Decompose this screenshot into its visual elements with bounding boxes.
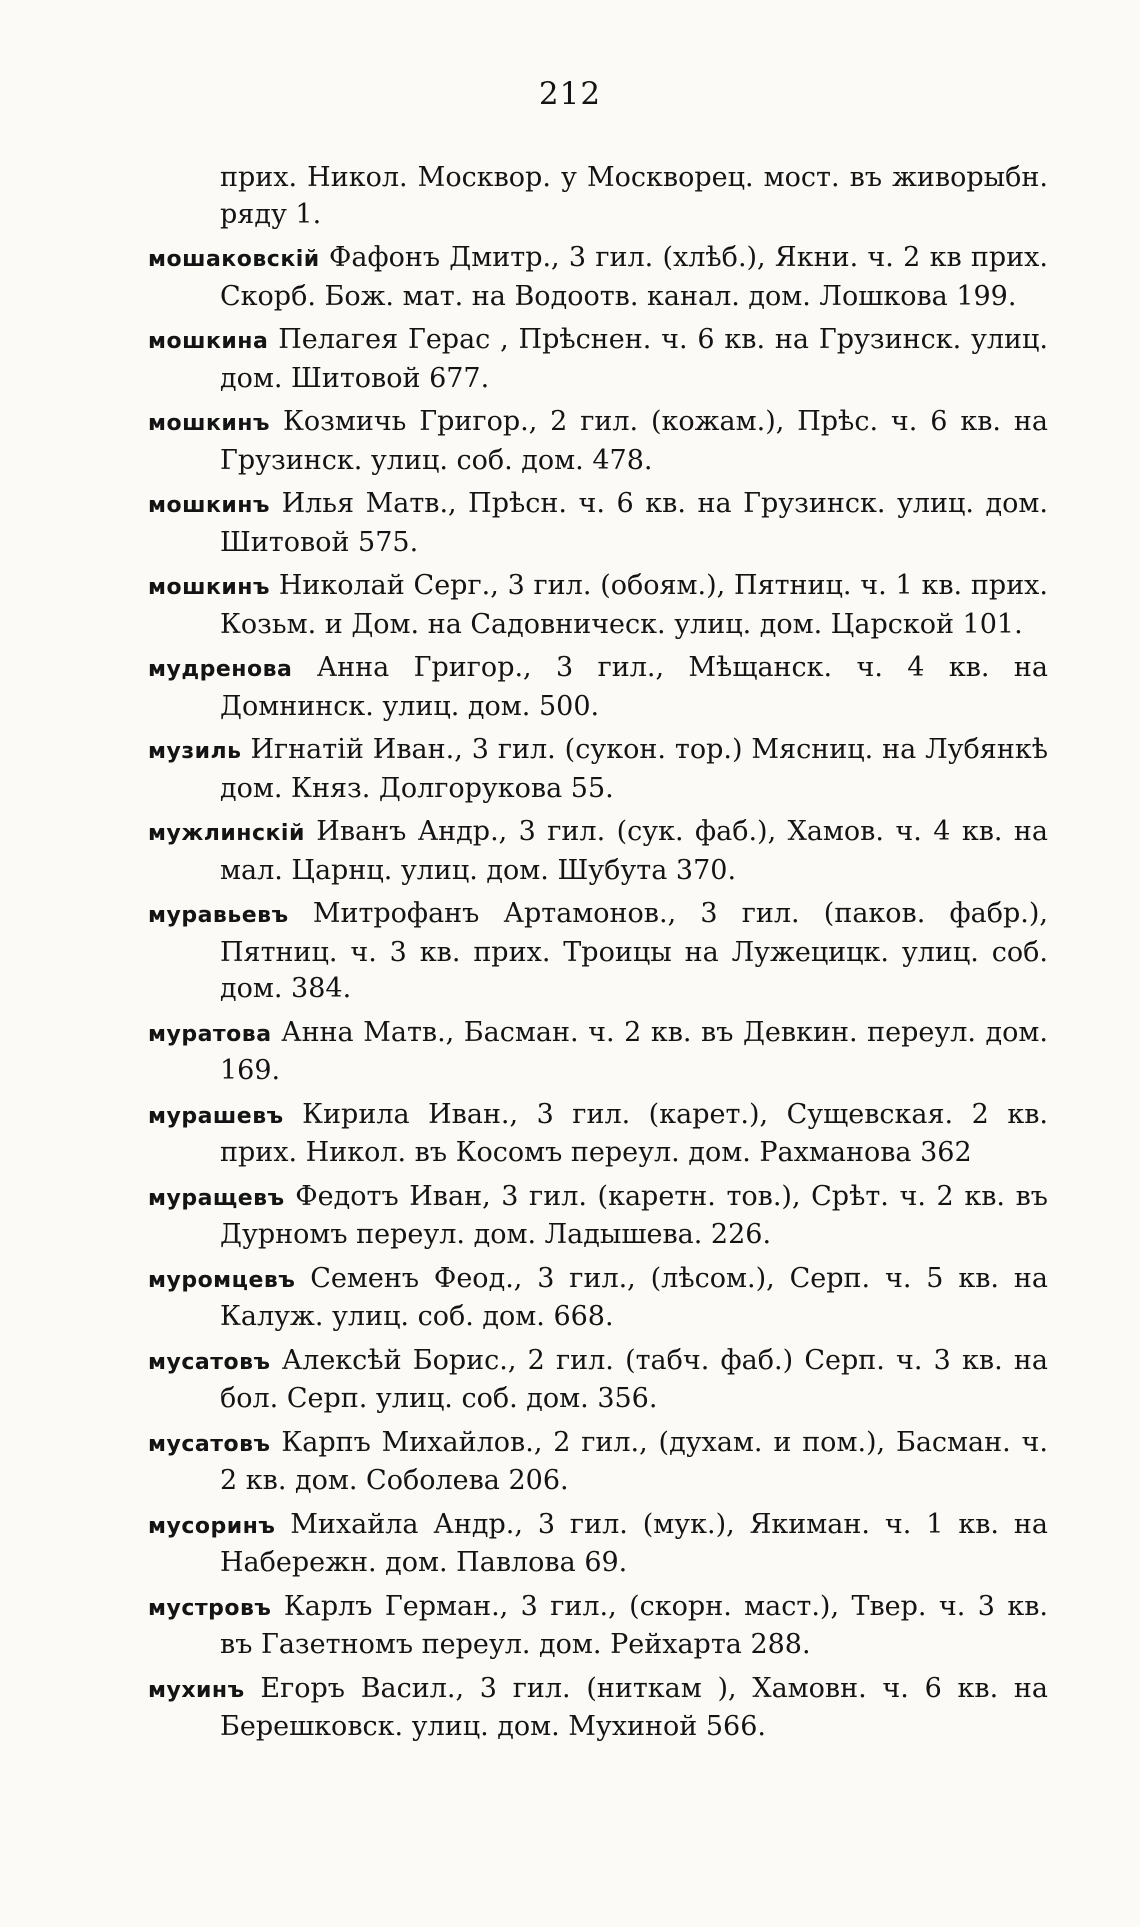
entry-text: Илья Матв., Прѣсн. ч. 6 кв. на Грузинск. улиц. дом. Шитовой 575. <box>220 488 1048 558</box>
entry-text: Карлъ Герман., 3 гил., (скорн. маст.), Твер. ч. 3 кв. въ Газетномъ переул. дом. Рейхарта 288. <box>220 1590 1048 1660</box>
entry-surname: муромцевъ <box>148 1267 296 1293</box>
entry-text: Алексѣй Борис., 2 гил. (табч. фаб.) Серп. ч. 3 кв. на бол. Серп. улиц. соб. дом. 356. <box>220 1344 1048 1414</box>
entry-text: Егоръ Васил., 3 гил. (ниткам ), Хамовн. ч. 6 кв. на Берешковск. улиц. дом. Мухиной 566. <box>220 1672 1048 1742</box>
entry-surname: мошкинъ <box>148 411 271 436</box>
entry-surname: мусатовъ <box>148 1431 271 1457</box>
directory-entry <box>148 568 1048 643</box>
page-number: 212 <box>538 76 602 112</box>
directory-entry <box>148 1589 1048 1664</box>
directory-entry <box>148 650 1048 725</box>
directory-entries <box>148 160 1048 1753</box>
entry-surname: мошкинъ <box>148 575 271 600</box>
entry-text: Кирила Иван., 3 гил. (карет.), Сущевская. 2 кв. прих. Никол. въ Косомъ переул. дом. Рахманова 362 <box>220 1098 1048 1168</box>
entry-surname: мурашевъ <box>148 1103 284 1129</box>
entry-text: Игнатій Иван., 3 гил. (сукон. тор.) Мясниц. на Лубянкѣ дом. Княз. Долгорукова 55. <box>220 734 1048 804</box>
entry-surname: мошкинъ <box>148 493 271 518</box>
entry-surname: мухинъ <box>148 1677 245 1703</box>
directory-entry <box>148 486 1048 561</box>
entry-text: Митрофанъ Артамонов., 3 гил. (паков. фабр.), Пятниц. ч. 3 кв. прих. Троицы на Лужецицк. улиц. соб. дом. 384. <box>220 898 1048 1004</box>
directory-entry <box>148 814 1048 889</box>
entry-text: прих. Никол. Москвор. у Москворец. мост. въ живорыбн. ряду 1. <box>220 162 1048 230</box>
directory-entry <box>148 1015 1048 1090</box>
entry-text: Семенъ Феод., 3 гил., (лѣсом.), Серп. ч. 5 кв. на Калуж. улиц. соб. дом. 668. <box>220 1262 1048 1332</box>
entry-surname: мужлинскій <box>148 821 305 846</box>
directory-entry <box>148 896 1048 1008</box>
entry-text: Федотъ Иван, 3 гил. (каретн. тов.), Срѣт. ч. 2 кв. въ Дурномъ переул. дом. Ладышева. 226. <box>220 1180 1048 1250</box>
directory-entry <box>148 160 1048 233</box>
entry-surname: мошаковскій <box>148 247 320 272</box>
entry-text: Козмичь Григор., 2 гил. (кожам.), Прѣс. ч. 6 кв. на Грузинск. улиц. соб. дом. 478. <box>220 406 1048 476</box>
directory-entry <box>148 404 1048 479</box>
directory-entry <box>148 322 1048 397</box>
directory-entry <box>148 240 1048 315</box>
entry-text: Михайла Андр., 3 гил. (мук.), Якиман. ч. 1 кв. на Набережн. дом. Павлова 69. <box>220 1508 1048 1578</box>
entry-surname: муращевъ <box>148 1185 285 1211</box>
entry-text: Фафонъ Дмитр., 3 гил. (хлѣб.), Якни. ч. 2 кв прих. Скорб. Бож. мат. на Водоотв. канал. дом. Лошкова 199. <box>220 242 1048 312</box>
entry-surname: музиль <box>148 739 242 764</box>
entry-text: Николай Серг., 3 гил. (обоям.), Пятниц. ч. 1 кв. прих. Козьм. и Дом. на Садовническ. улиц. дом. Царской 101. <box>220 570 1048 640</box>
entry-text: Иванъ Андр., 3 гил. (сук. фаб.), Хамов. ч. 4 кв. на мал. Царнц. улиц. дом. Шубута 370. <box>220 816 1048 886</box>
entry-surname: мусоринъ <box>148 1513 276 1539</box>
directory-entry <box>148 1261 1048 1336</box>
entry-text: Анна Матв., Басман. ч. 2 кв. въ Девкин. переул. дом. 169. <box>220 1016 1048 1086</box>
entry-surname: муратова <box>148 1021 272 1047</box>
directory-entry <box>148 1507 1048 1582</box>
entry-surname: мустровъ <box>148 1595 272 1621</box>
entry-text: Карпъ Михайлов., 2 гил., (духам. и пом.), Басман. ч. 2 кв. дом. Соболева 206. <box>220 1426 1048 1496</box>
directory-entry <box>148 1343 1048 1418</box>
entry-text: Анна Григор., 3 гил., Мѣщанск. ч. 4 кв. на Домнинск. улиц. дом. 500. <box>220 652 1048 722</box>
directory-entry <box>148 1425 1048 1500</box>
directory-entry <box>148 1097 1048 1172</box>
entry-surname: мусатовъ <box>148 1349 271 1375</box>
entry-surname: муравьевъ <box>148 903 289 928</box>
directory-entry <box>148 1179 1048 1254</box>
directory-entry <box>148 1671 1048 1746</box>
entry-surname: мудренова <box>148 657 293 682</box>
directory-entry <box>148 732 1048 807</box>
entry-text: Пелагея Герас , Прѣснен. ч. 6 кв. на Грузинск. улиц. дом. Шитовой 677. <box>220 324 1048 394</box>
entry-surname: мошкина <box>148 329 269 354</box>
